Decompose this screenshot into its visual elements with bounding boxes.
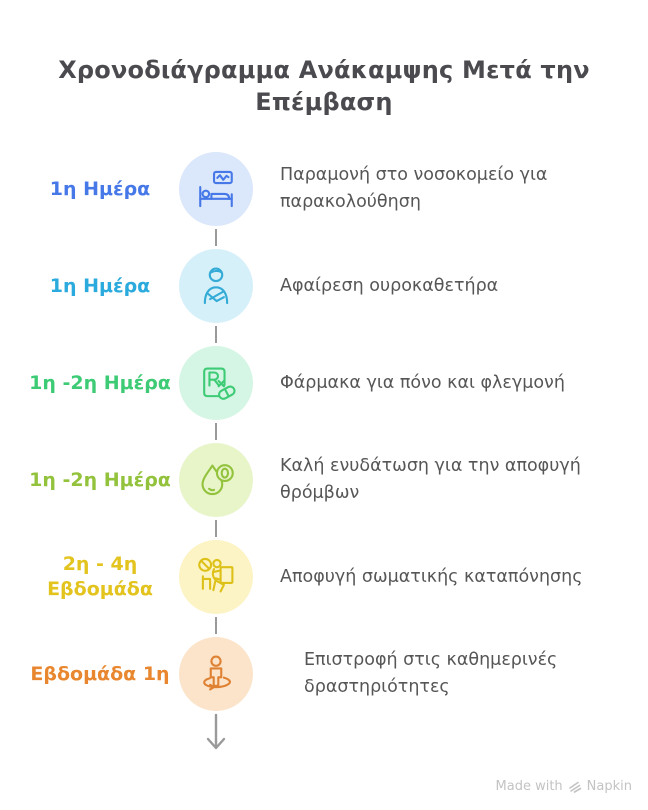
step-icon-circle — [179, 152, 253, 226]
injured-patient-icon — [195, 265, 237, 307]
timeline-step-avoid-strain — [24, 540, 648, 637]
prescription-pill-icon — [195, 362, 237, 404]
step-time-label: 1η Ημέρα — [49, 274, 151, 297]
page-title: Χρονοδιάγραμμα Ανάκαμψης Μετά την Επέμβαση — [58, 56, 590, 116]
step-icon-circle — [179, 346, 253, 420]
timeline-connector — [215, 229, 217, 246]
made-with-label: Made with — [495, 779, 563, 794]
step-icon-cell — [176, 152, 256, 246]
step-time-label: 1η -2η Ημέρα — [29, 371, 171, 394]
step-icon-circle — [179, 637, 253, 711]
step-icon-circle — [179, 540, 253, 614]
timeline-end-arrow-icon — [204, 713, 228, 755]
hospital-bed-icon — [195, 168, 237, 210]
timeline-step-hospital-stay — [24, 152, 648, 249]
step-icon-circle — [179, 443, 253, 517]
step-icon-cell — [176, 249, 256, 343]
timeline-connector — [215, 520, 217, 537]
timeline-step-catheter-removal — [24, 249, 648, 346]
step-icon-cell — [176, 637, 256, 755]
timeline-step-medication — [24, 346, 648, 443]
step-description: Αφαίρεση ουροκαθετήρα — [280, 275, 499, 296]
step-description: Φάρμακα για πόνο και φλεγμονή — [280, 372, 565, 393]
made-with-napkin-credit[interactable] — [496, 779, 632, 794]
step-description: Παραμονή στο νοσοκομείο για παρακολούθηση — [280, 165, 548, 212]
resume-activities-icon — [195, 653, 237, 695]
step-icon-cell — [176, 540, 256, 634]
step-description: Επιστροφή στις καθημερινές δραστηριότητες — [304, 650, 558, 697]
recovery-timeline — [0, 152, 648, 734]
step-icon-cell — [176, 346, 256, 440]
step-time-label: 1η -2η Ημέρα — [29, 468, 171, 491]
step-icon-cell — [176, 443, 256, 537]
no-heavy-lifting-icon — [195, 556, 237, 598]
step-description: Καλή ενυδάτωση για την αποφυγή θρόμβων — [280, 456, 581, 503]
step-icon-circle — [179, 249, 253, 323]
timeline-step-hydration — [24, 443, 648, 540]
timeline-connector — [215, 326, 217, 343]
timeline-connector — [215, 423, 217, 440]
step-time-label: 1η Ημέρα — [49, 177, 151, 200]
timeline-step-resume-activities — [24, 637, 648, 734]
napkin-logo-icon — [568, 780, 582, 794]
napkin-brand-label: Napkin — [586, 779, 632, 794]
step-description: Αποφυγή σωματικής καταπόνησης — [280, 566, 583, 587]
hydration-droplet-icon — [195, 459, 237, 501]
timeline-connector — [215, 617, 217, 634]
step-time-label: Εβδομάδα 1η — [30, 662, 170, 685]
step-time-label: 2η - 4η Εβδομάδα — [47, 553, 153, 600]
